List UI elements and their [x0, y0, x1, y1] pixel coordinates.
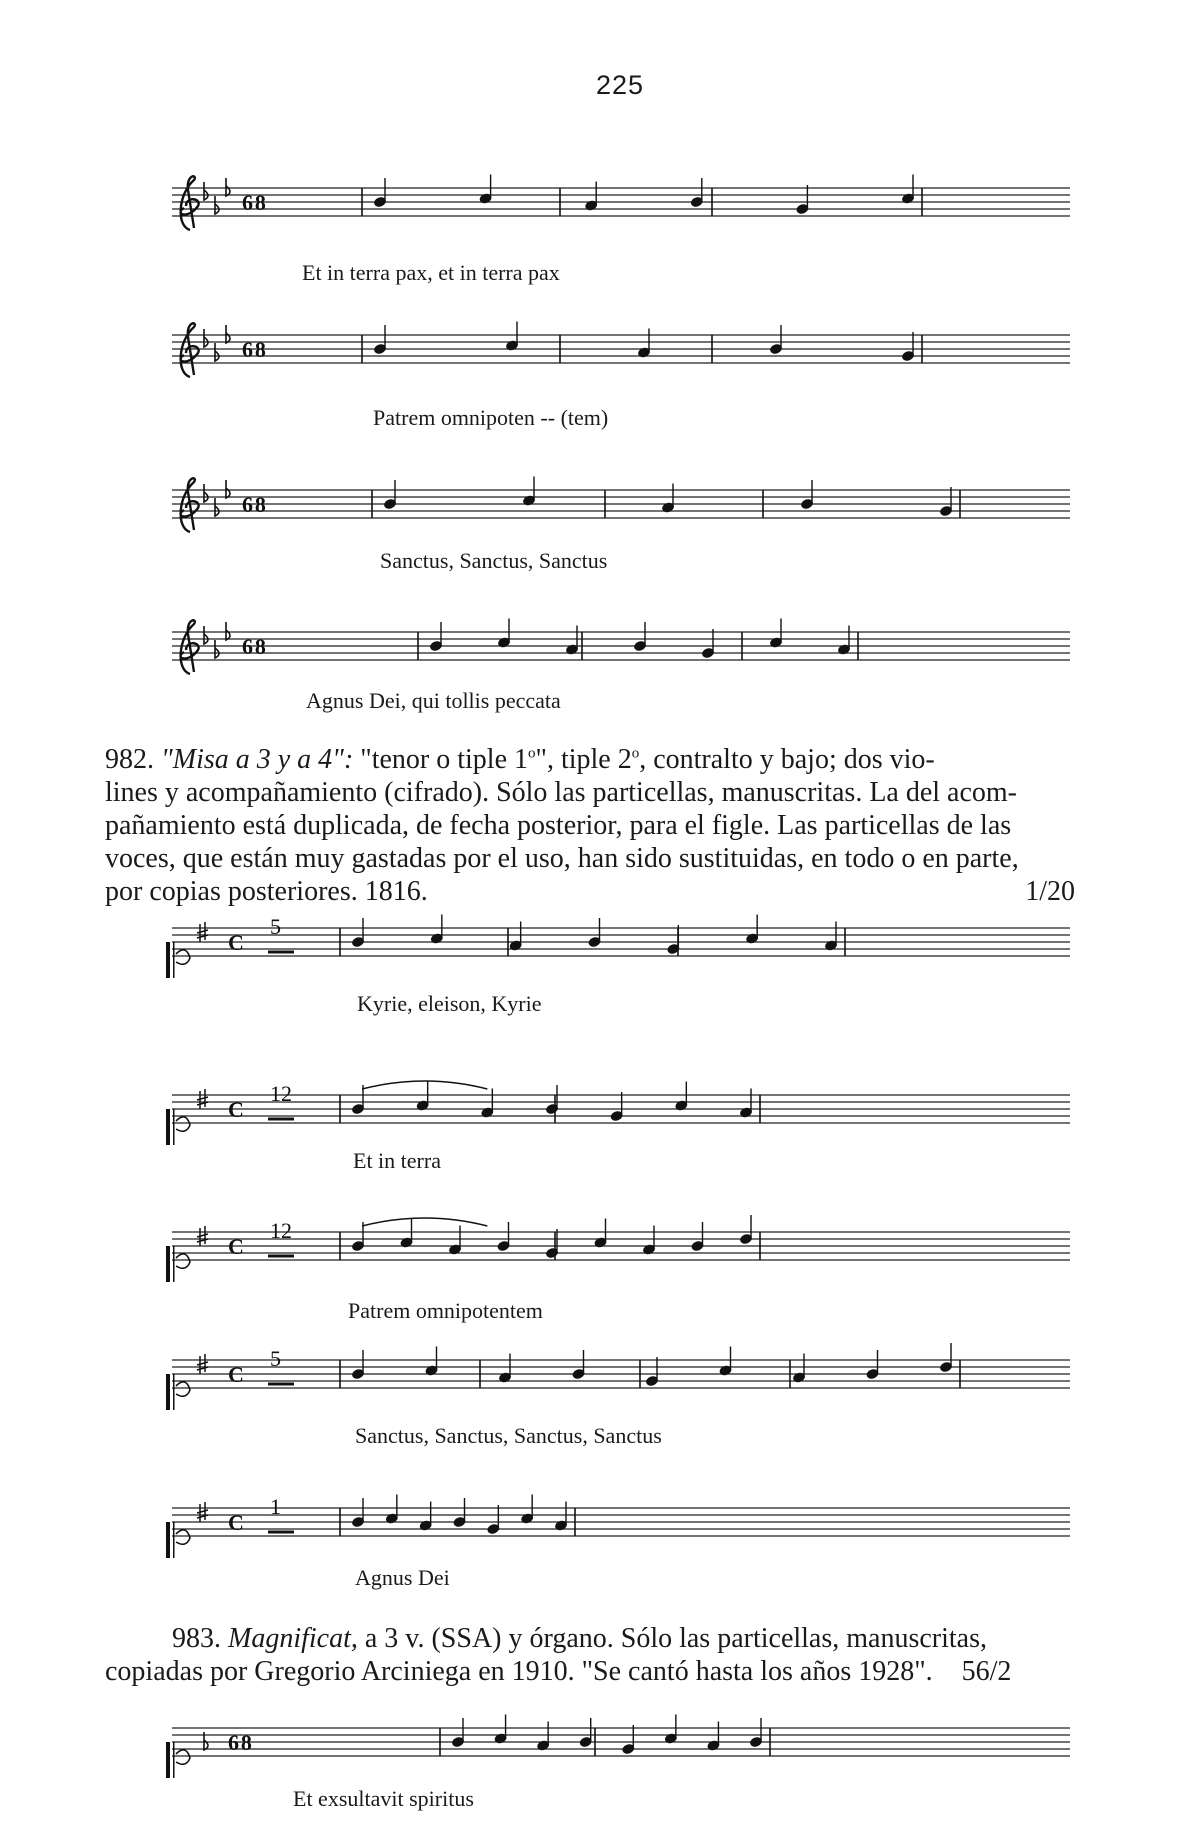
rest-count: 5: [270, 914, 281, 939]
lyric-text: Agnus Dei: [355, 1565, 450, 1590]
time-signature: C: [228, 1234, 244, 1259]
c-clef: [176, 1750, 190, 1764]
c-clef: [166, 1742, 170, 1778]
c-clef: [166, 1374, 170, 1410]
music-incipit: [0, 1494, 1200, 1593]
entry-number: 982.: [105, 744, 154, 775]
lyric-text: Patrem omnipotentem: [348, 1298, 543, 1323]
music-incipit: [0, 914, 1200, 1016]
entry-title: "Misa a 3 y a 4":: [161, 744, 354, 775]
lyric-text: Sanctus, Sanctus, Sanctus, Sanctus: [355, 1423, 662, 1448]
music-staff: [0, 1494, 1200, 1558]
flat-sign: [204, 182, 208, 200]
flat-sign: [204, 329, 208, 347]
slur: [362, 1081, 487, 1089]
entry-line: por copias posteriores. 1816.: [105, 876, 428, 907]
lyric-text: Patrem omnipoten -- (tem): [373, 405, 609, 430]
music-incipit: [0, 325, 1200, 430]
time-signature: 6 8: [242, 190, 266, 215]
entry-line: pañamiento está duplicada, de fecha posterior, para el figle. Las particellas de las: [105, 810, 1012, 841]
entry-number: 983.: [172, 1623, 221, 1654]
music-staff: [0, 622, 1200, 682]
c-clef: [166, 1109, 170, 1145]
slur: [362, 1218, 487, 1226]
time-signature: C: [228, 930, 244, 955]
flat-sign: [226, 622, 230, 640]
rest-count: 12: [270, 1218, 292, 1243]
music-staff: [0, 1218, 1200, 1282]
music-staff: [0, 1718, 1200, 1778]
entry-signature: 56/2: [961, 1656, 1012, 1687]
c-clef: [173, 942, 175, 978]
entry-title: Magnificat,: [228, 1623, 358, 1654]
c-clef: [166, 1522, 170, 1558]
c-clef: [173, 1522, 175, 1558]
c-clef: [176, 950, 190, 964]
sharp-sign: [197, 922, 208, 942]
entry-line: copiadas por Gregorio Arciniega en 1910. "Se cantó hasta los años 1928".: [105, 1656, 933, 1687]
catalog-entry-982: 982. "Misa a 3 y a 4": "tenor o tiple 1$^o$", tiple 2$^o$, contralto y bajo; dos vio- lines y acompañamiento (cifrado). Sólo las particellas, manuscritas. La del acom- pañamiento está duplicada, de fecha posterior, para el figle. Las particellas de las voces, que están muy gastadas por el uso, han sido sustituidas, en todo o en parte, por copias posteriores. 1816. 1/20: [105, 743, 1095, 908]
time-signature: 6 8: [242, 634, 266, 659]
treble-clef: [181, 323, 199, 377]
treble-clef: [181, 478, 199, 532]
lyric-text: Et in terra: [353, 1148, 441, 1173]
rest-count: 12: [270, 1081, 292, 1106]
music-staff: [0, 178, 1200, 238]
time-signature: C: [228, 1097, 244, 1122]
lyric-text: Et in terra pax, et in terra pax: [302, 260, 560, 285]
music-incipit: [0, 178, 1200, 285]
rest-count: 1: [270, 1494, 281, 1519]
music-staff: [0, 1081, 1200, 1145]
c-clef: [176, 1382, 190, 1396]
c-clef: [176, 1254, 190, 1268]
time-signature: C: [228, 1362, 244, 1387]
entry-line: lines y acompañamiento (cifrado). Sólo las particellas, manuscritas. La del acom-: [105, 777, 1018, 808]
treble-clef: [181, 176, 199, 230]
time-signature: 6 8: [242, 337, 266, 362]
flat-sign: [226, 178, 230, 196]
music-staff: [0, 1346, 1200, 1410]
lyric-text: Kyrie, eleison, Kyrie: [357, 991, 542, 1016]
flat-sign: [226, 325, 230, 343]
entry-line: voces, que están muy gastadas por el uso, han sido sustituidas, en todo o en parte,: [105, 843, 1019, 874]
time-signature: 6 8: [242, 492, 266, 517]
music-incipit: [0, 1081, 1200, 1180]
rest-count: 5: [270, 1346, 281, 1371]
flat-sign: [215, 196, 219, 214]
c-clef: [176, 1530, 190, 1544]
time-signature: C: [228, 1510, 244, 1535]
page-number: 225: [595, 70, 645, 100]
music-staff: [0, 914, 1200, 978]
c-clef: [166, 1246, 170, 1282]
music-incipit: [0, 1718, 1200, 1813]
c-clef: [173, 1742, 175, 1778]
music-staff: [0, 325, 1200, 385]
treble-clef: [181, 620, 199, 674]
c-clef: [173, 1246, 175, 1282]
music-incipit: [0, 480, 1200, 573]
sharp-sign: [197, 1502, 208, 1522]
music-incipit: [0, 1218, 1200, 1323]
flat-sign: [215, 498, 219, 516]
c-clef: [173, 1374, 175, 1410]
sharp-sign: [197, 1354, 208, 1374]
music-incipit: [0, 622, 1200, 717]
lyric-text: Agnus Dei, qui tollis peccata: [306, 688, 561, 713]
flat-sign: [215, 343, 219, 361]
flat-sign: [204, 484, 208, 502]
music-incipit: [0, 1346, 1200, 1448]
flat-sign: [204, 626, 208, 644]
sharp-sign: [197, 1089, 208, 1109]
time-signature: 6 8: [228, 1730, 252, 1755]
lyric-text: Et exsultavit spiritus: [293, 1786, 474, 1811]
sharp-sign: [197, 1226, 208, 1246]
catalog-entry-983: 983. Magnificat, a 3 v. (SSA) y órgano. Sólo las particellas, manuscritas, copiadas por Gregorio Arciniega en 1910. "Se cantó hasta los años 1928". 56/2: [105, 1623, 1012, 1687]
flat-sign: [226, 480, 230, 498]
c-clef: [173, 1109, 175, 1145]
music-staff: [0, 480, 1200, 540]
flat-sign: [215, 640, 219, 658]
lyric-text: Sanctus, Sanctus, Sanctus: [380, 548, 608, 573]
c-clef: [176, 1117, 190, 1131]
entry-signature: 1/20: [1025, 876, 1075, 907]
c-clef: [166, 942, 170, 978]
